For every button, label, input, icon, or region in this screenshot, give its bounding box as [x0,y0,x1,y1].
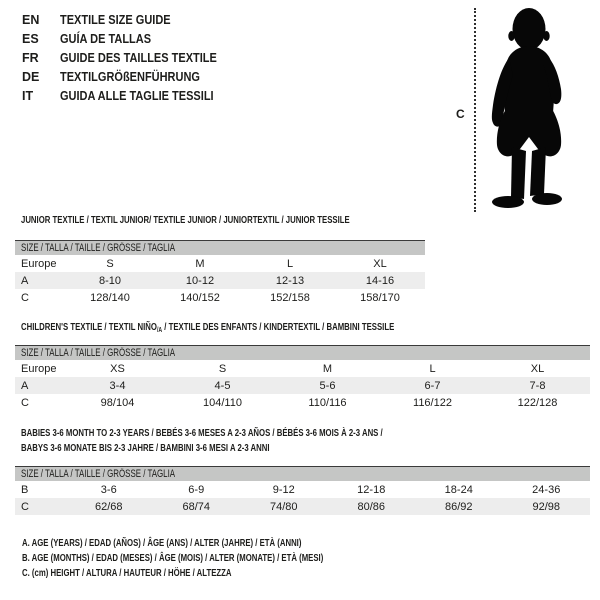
table-cell: 92/98 [532,500,561,513]
table-cell: 158/170 [360,291,400,304]
table-cell: 140/152 [180,291,220,304]
language-row-es [22,29,238,48]
height-measure-dotted-line [474,8,476,212]
row-label: Europe [21,257,57,270]
table-cell: XS [110,362,125,375]
table-cell: 3-6 [100,483,117,496]
table-row-c [15,289,425,306]
row-label: B [21,483,29,496]
table-cell: 3-4 [109,379,126,392]
table-cell: 5-6 [319,379,336,392]
language-code: ES [22,31,39,46]
table-cell: 4-5 [214,379,231,392]
children-table-title [21,321,525,337]
babies-title-line1-text: BABIES 3-6 MONTH TO 2-3 YEARS / BEBÉS 3-6 MESES A 2-3 AÑOS / BÉBÉS 3-6 MOIS À 2-3 ANS / [21,427,383,439]
table-cell: 80/86 [357,500,386,513]
footnote-a-text: A. AGE (YEARS) / EDAD (AÑOS) / ÂGE (ANS) / ALTER (JAHRE) / ETÀ (ANNI) [22,537,302,549]
table-cell: 18-24 [444,483,473,496]
table-cell: 10-12 [185,274,215,287]
table-cell: S [106,257,114,270]
junior-table-title-text: JUNIOR TEXTILE / TEXTIL JUNIOR/ TEXTILE JUNIOR / JUNIORTEXTIL / JUNIOR TESSILE [21,214,350,226]
row-label: A [21,274,29,287]
row-label: Europe [21,362,57,375]
table-cell: M [195,257,205,270]
table-cell: 104/110 [203,396,242,409]
table-row-a [15,272,425,289]
language-label: GUIDA ALLE TAGLIE TESSILI [60,88,214,103]
language-row-en [22,10,238,29]
language-list [22,10,238,105]
children-title-pre: CHILDREN'S TEXTILE / TEXTIL NIÑO [21,321,157,333]
language-label: TEXTILE SIZE GUIDE [60,12,171,27]
table-cell: 128/140 [90,291,130,304]
table-cell: 12-18 [357,483,386,496]
language-label: TEXTILGRÖßENFÜHRUNG [60,69,200,84]
table-cell: M [322,362,333,375]
table-cell: L [429,362,436,375]
table-row-a [15,377,590,394]
table-cell: 6-9 [188,483,205,496]
size-header-bar [15,466,590,481]
table-cell: XL [530,362,545,375]
footnote-b-text: B. AGE (MONTHS) / EDAD (MESES) / ÂGE (MOIS) / ALTER (MONATE) / ETÀ (MESI) [22,552,324,564]
table-cell: 7-8 [529,379,546,392]
junior-table-title [21,214,465,227]
row-label: C [21,291,29,304]
table-cell: 62/68 [94,500,123,513]
toddler-silhouette-icon [484,3,584,213]
table-cell: 12-13 [275,274,305,287]
footnote-c [22,566,429,581]
table-row-b [15,481,590,498]
language-label: GUIDE DES TAILLES TEXTILE [60,50,217,65]
language-code: DE [22,69,40,84]
table-row-c [15,394,590,411]
table-cell: 116/122 [413,396,452,409]
table-cell: 122/128 [517,396,558,409]
table-cell: L [286,257,294,270]
table-cell: 14-16 [365,274,395,287]
footnote-a [22,536,429,551]
babies-table-title-line2 [21,442,357,455]
size-header-label: SIZE / TALLA / TAILLE / GRÖSSE / TAGLIA [21,242,176,254]
height-measure-label: C [456,107,465,121]
table-cell: 98/104 [100,396,135,409]
children-size-table [15,345,590,411]
table-cell: 110/116 [308,396,347,409]
size-header-bar [15,345,590,360]
table-row-europe [15,360,590,377]
language-row-it [22,86,238,105]
table-cell: 8-10 [98,274,122,287]
language-code: FR [22,50,39,65]
babies-table-title-line1 [21,427,510,440]
footnote-c-text: C. (cm) HEIGHT / ALTURA / HAUTEUR / HÖHE / ALTEZZA [22,567,232,579]
children-title-subscript: /A [156,327,163,334]
babies-size-table [15,466,590,515]
babies-title-line2-text: BABYS 3-6 MONATE BIS 2-3 JAHRE / BAMBINI 3-6 MESI A 2-3 ANNI [21,442,270,454]
table-cell: XL [373,257,387,270]
row-label: C [21,396,29,409]
language-code: IT [22,88,34,103]
row-label: A [21,379,29,392]
size-header-label: SIZE / TALLA / TAILLE / GRÖSSE / TAGLIA [21,347,176,359]
table-cell: 86/92 [444,500,473,513]
junior-size-table [15,240,425,306]
language-row-fr [22,48,238,67]
footnote-b [22,551,429,566]
row-label: C [21,500,29,513]
language-label: GUÍA DE TALLAS [60,31,152,46]
table-cell: 9-12 [272,483,295,496]
children-table-title-text [21,321,394,337]
table-cell: 6-7 [424,379,441,392]
size-header-label: SIZE / TALLA / TAILLE / GRÖSSE / TAGLIA [21,468,176,480]
table-cell: 74/80 [269,500,298,513]
table-cell: 152/158 [270,291,310,304]
size-header-bar [15,240,425,255]
language-code: EN [22,12,40,27]
table-row-europe [15,255,425,272]
children-title-post: / TEXTILE DES ENFANTS / KINDERTEXTIL / BAMBINI TESSILE [162,321,395,333]
language-row-de [22,67,238,86]
table-cell: S [218,362,227,375]
footnotes [22,536,429,581]
table-cell: 24-36 [532,483,561,496]
table-cell: 68/74 [182,500,211,513]
table-row-c [15,498,590,515]
